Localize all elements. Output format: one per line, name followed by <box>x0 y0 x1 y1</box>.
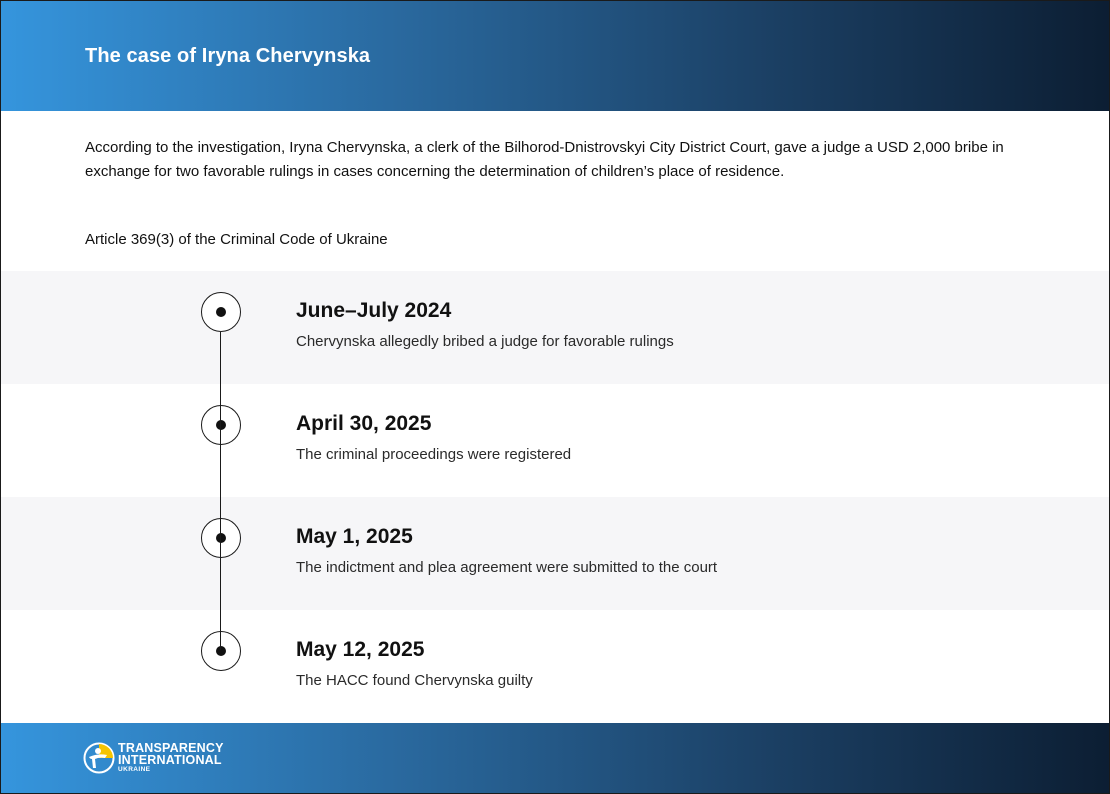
logo-line-1: TRANSPARENCY <box>118 741 224 755</box>
case-summary: According to the investigation, Iryna Chervynska, a clerk of the Bilhorod-Dnistrovskyi City District Court, gave a judge a USD 2,000 bribe in exchange for two favorable rulings in cases concerning the determination of children’s place of residence. <box>85 139 1004 180</box>
timeline-date: June–July 2024 <box>296 299 452 322</box>
timeline-item <box>1 610 1109 723</box>
timeline-item <box>1 271 1109 384</box>
timeline-marker-icon <box>201 631 241 671</box>
page-title: The case of Iryna Chervynska <box>85 45 371 67</box>
timeline-date: May 12, 2025 <box>296 638 425 661</box>
timeline-description: The criminal proceedings were registered <box>296 446 572 463</box>
case-timeline <box>1 271 1109 723</box>
timeline-date: April 30, 2025 <box>296 412 432 435</box>
logo-line-3: UKRAINE <box>118 766 151 773</box>
transparency-international-logo-icon <box>83 742 115 774</box>
timeline-item <box>1 384 1109 497</box>
transparency-international-logo <box>83 740 224 776</box>
timeline-description: Chervynska allegedly bribed a judge for favorable rulings <box>296 333 674 350</box>
timeline-description: The HACC found Chervynska guilty <box>296 672 533 689</box>
timeline-date: May 1, 2025 <box>296 525 413 548</box>
header-banner <box>1 1 1109 111</box>
footer-banner <box>1 723 1109 793</box>
timeline-item <box>1 497 1109 610</box>
timeline-marker-icon <box>201 292 241 332</box>
timeline-description: The indictment and plea agreement were submitted to the court <box>296 559 718 576</box>
timeline-connector <box>220 332 221 650</box>
timeline-marker-icon <box>201 518 241 558</box>
timeline-marker-icon <box>201 405 241 445</box>
logo-line-2: INTERNATIONAL <box>118 753 222 767</box>
legal-article: Article 369(3) of the Criminal Code of Ukraine <box>85 231 388 248</box>
